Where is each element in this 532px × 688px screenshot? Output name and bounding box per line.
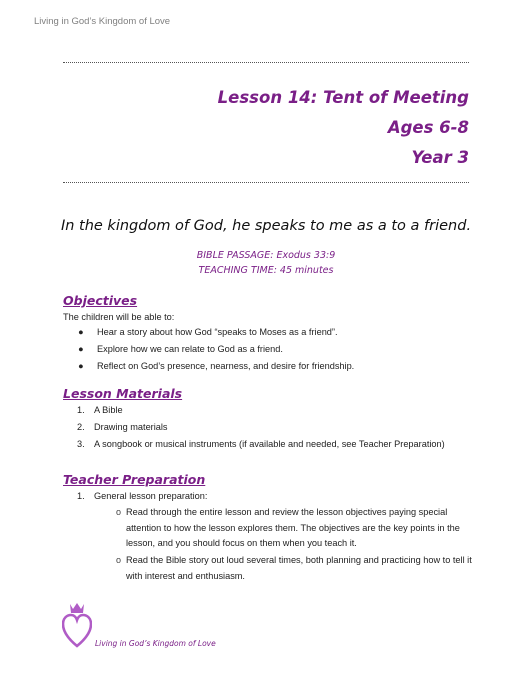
preparation-item: General lesson preparation: <box>94 491 208 501</box>
preparation-subitem: Read through the entire lesson and review the lesson objectives paying special attention to how the lesson explores them. The objectives are the key points in the lesson, and you should focus on them when you teach it. <box>126 507 460 548</box>
footer-text: Living in God’s Kingdom of Love <box>95 639 216 648</box>
heart-icon <box>63 615 91 646</box>
list-number: 3. <box>77 439 85 449</box>
preparation-subitem: Read the Bible story out loud several times, both planning and practicing how to tell it with interest and enthusiasm. <box>126 555 472 581</box>
objective-item: Reflect on God’s presence, nearness, and desire for friendship. <box>97 361 355 371</box>
circle-bullet-icon: o <box>116 555 122 565</box>
list-number: 2. <box>77 422 85 432</box>
list-number: 1. <box>77 491 85 501</box>
lesson-ages: Ages 6-8 <box>387 118 469 137</box>
theme-statement: In the kingdom of God, he speaks to me as a to a friend. <box>60 218 472 234</box>
circle-bullet-icon: o <box>116 507 122 517</box>
material-item: A Bible <box>94 405 123 415</box>
material-item: A songbook or musical instruments (if available and needed, see Teacher Preparation) <box>94 439 445 449</box>
lesson-ages-block <box>388 120 469 137</box>
objective-item: Explore how we can relate to God as a friend. <box>97 344 283 354</box>
materials-heading: Lesson Materials <box>63 386 183 401</box>
objectives-intro: The children will be able to: <box>63 312 175 322</box>
top-divider <box>63 62 469 63</box>
bullet-icon: ● <box>78 327 84 337</box>
lesson-name: Lesson 14: Tent of Meeting <box>217 88 469 107</box>
crown-heart-logo <box>62 602 92 650</box>
teaching-time: TEACHING TIME: 45 minutes <box>198 265 334 276</box>
preparation-heading: Teacher Preparation <box>63 472 206 487</box>
running-header: Living in God’s Kingdom of Love <box>34 16 171 27</box>
objective-item: Hear a story about how God “speaks to Moses as a friend”. <box>97 327 338 337</box>
material-item: Drawing materials <box>94 422 168 432</box>
crown-icon <box>70 603 84 613</box>
list-number: 1. <box>77 405 85 415</box>
bottom-divider <box>63 182 469 183</box>
bullet-icon: ● <box>78 361 84 371</box>
lesson-year-block <box>411 150 469 167</box>
bullet-icon: ● <box>78 344 84 354</box>
bible-passage: BIBLE PASSAGE: Exodus 33:9 <box>196 250 336 261</box>
lesson-year: Year 3 <box>411 148 469 167</box>
lesson-title <box>218 90 469 107</box>
objectives-heading: Objectives <box>63 293 138 308</box>
